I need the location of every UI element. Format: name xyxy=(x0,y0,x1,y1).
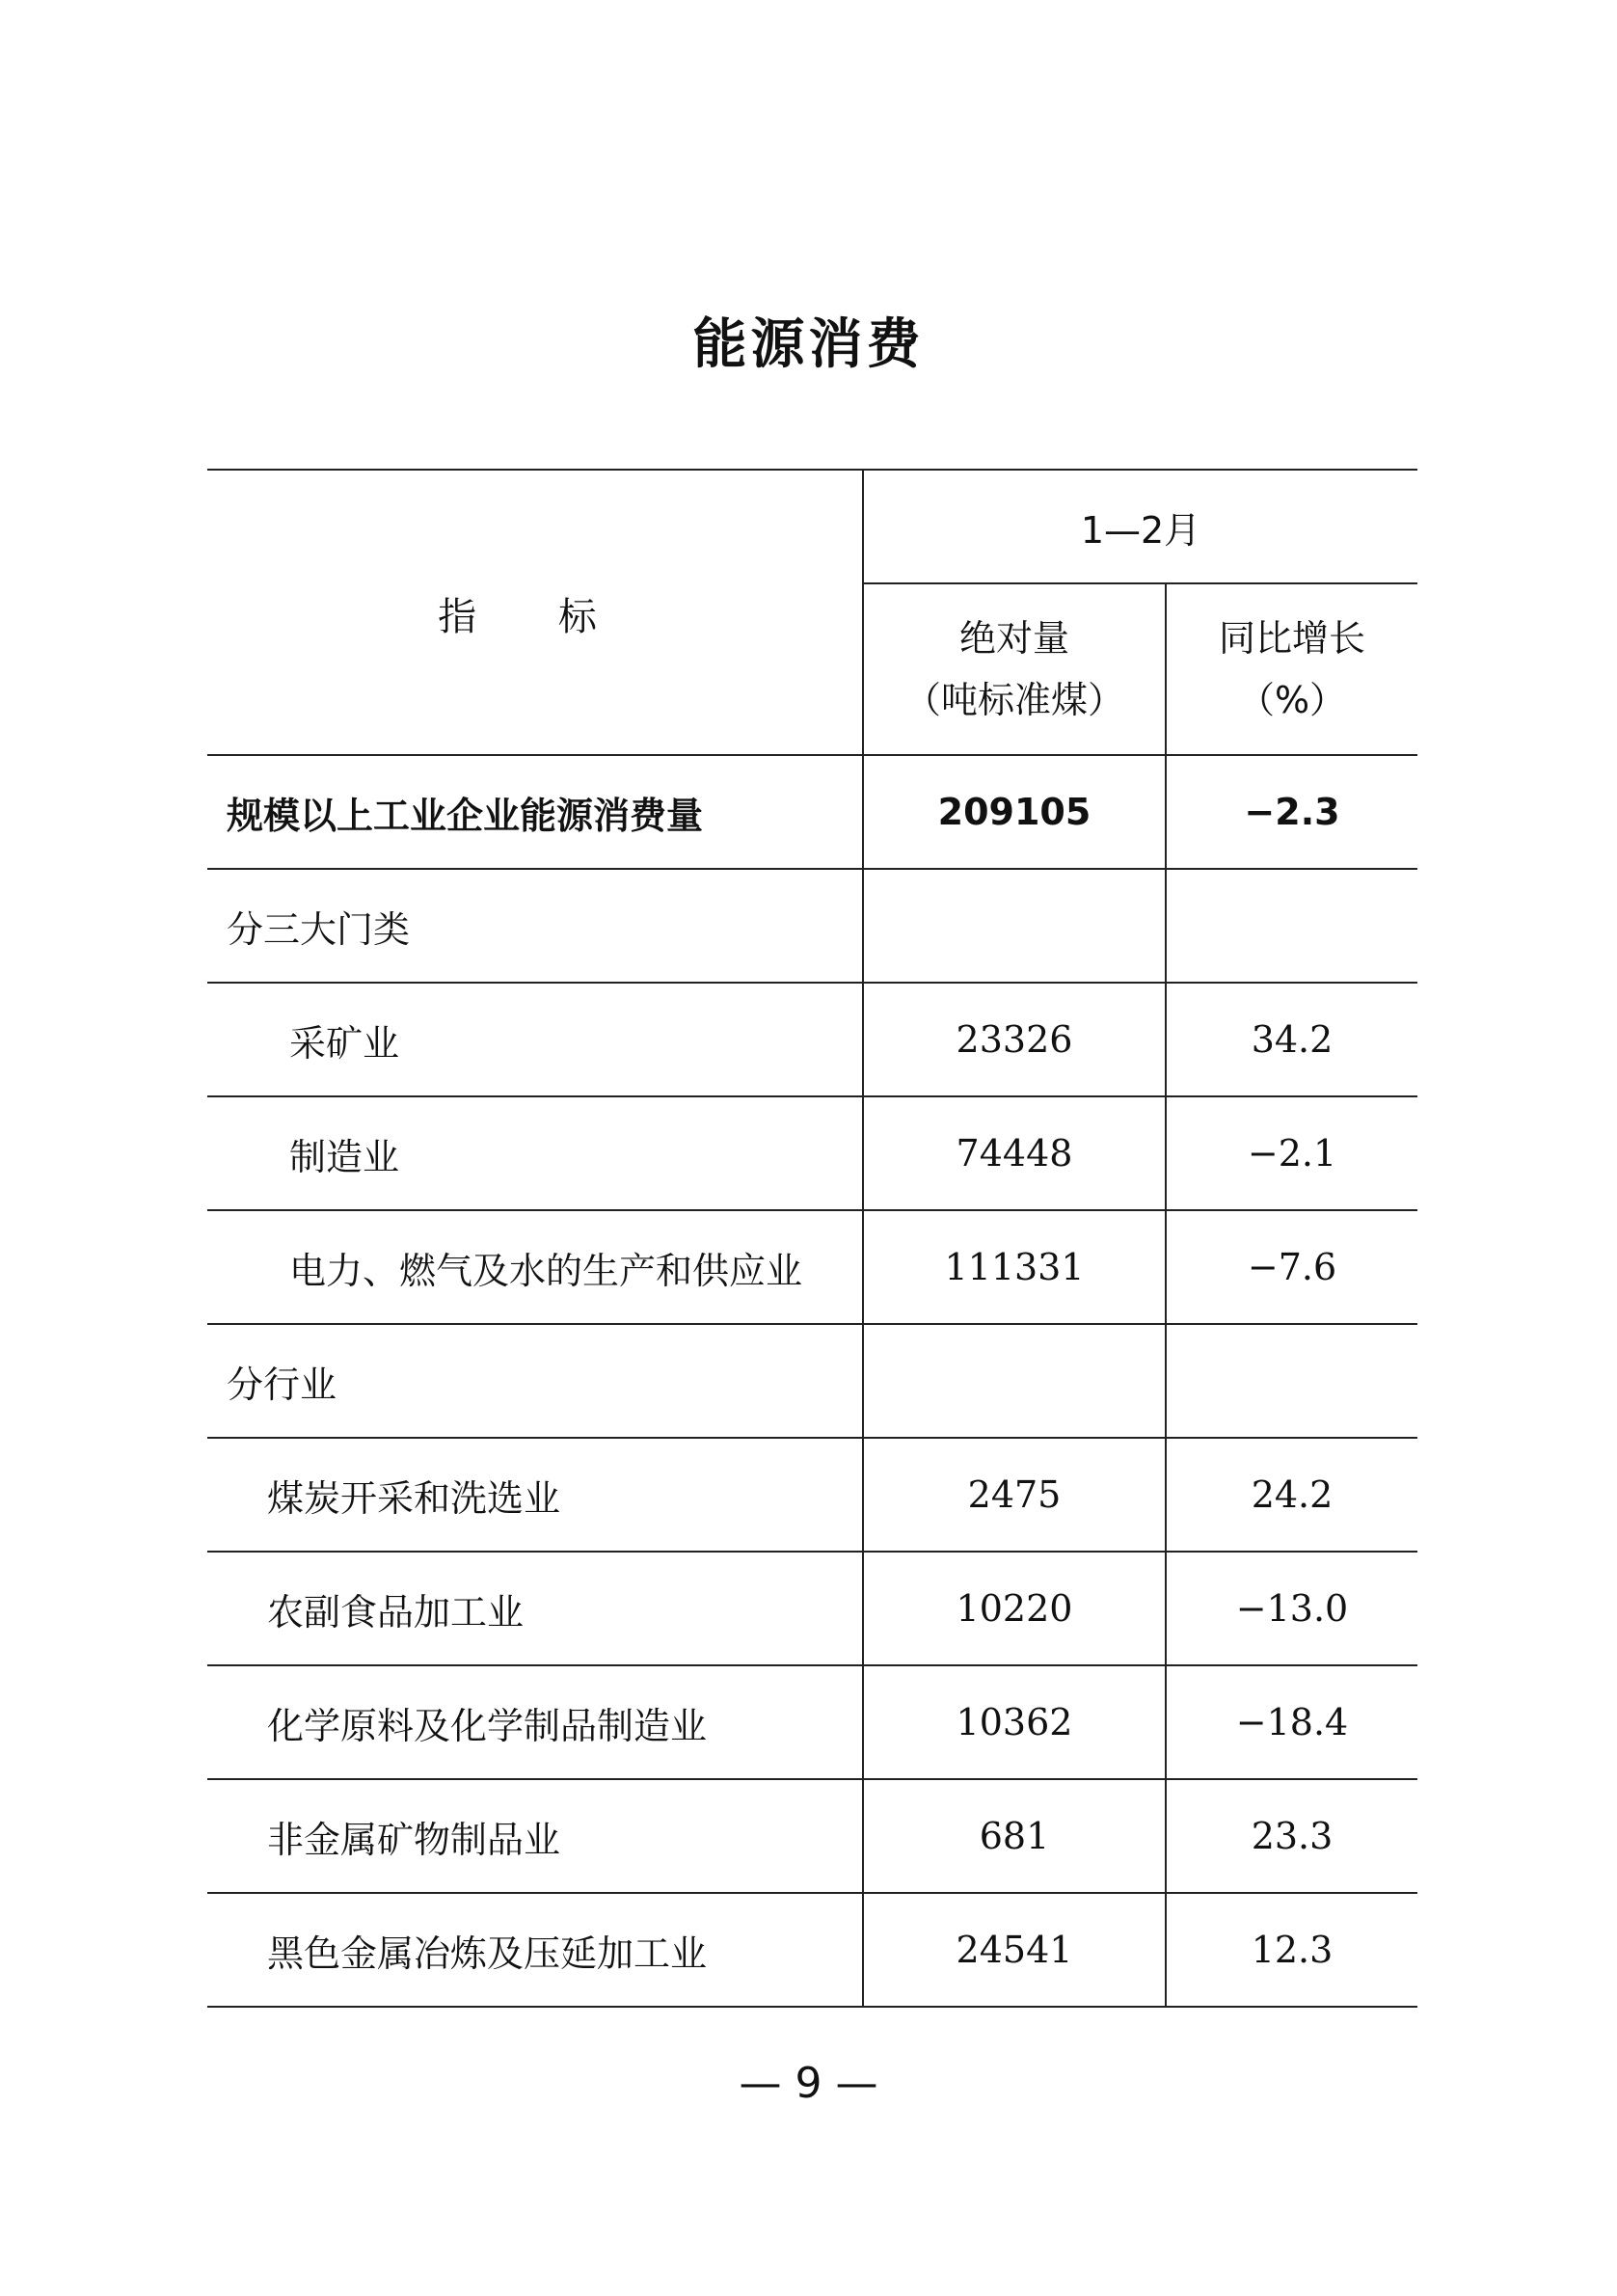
table-header-row-1 xyxy=(207,470,1417,583)
row-absolute-value xyxy=(863,1324,1166,1438)
row-absolute-value: 24541 xyxy=(863,1893,1166,2007)
row-name: 非金属矿物制品业 xyxy=(267,1818,561,1861)
indicator-header: 指 标 xyxy=(438,595,632,639)
row-yoy-growth: −13.0 xyxy=(1166,1552,1417,1665)
row-name: 电力、燃气及水的生产和供应业 xyxy=(289,1249,803,1292)
row-absolute-value: 74448 xyxy=(863,1096,1166,1210)
table-row-section xyxy=(207,869,1417,983)
table-row xyxy=(207,1665,1417,1779)
row-yoy-growth xyxy=(1166,869,1417,983)
row-yoy-growth: 24.2 xyxy=(1166,1438,1417,1552)
row-absolute-value: 10220 xyxy=(863,1552,1166,1665)
table-row xyxy=(207,1552,1417,1665)
table-row xyxy=(207,1893,1417,2007)
row-name: 分三大门类 xyxy=(227,907,411,951)
row-absolute-value: 23326 xyxy=(863,983,1166,1096)
table-row xyxy=(207,1096,1417,1210)
page-title: 能源消费 xyxy=(692,313,925,376)
row-absolute-value: 10362 xyxy=(863,1665,1166,1779)
period-header: 1—2月 xyxy=(863,470,1417,583)
yoy-growth-label: 同比增长 xyxy=(1219,617,1366,660)
row-name: 采矿业 xyxy=(289,1021,400,1065)
row-name: 规模以上工业企业能源消费量 xyxy=(227,794,704,837)
row-absolute-value: 2475 xyxy=(863,1438,1166,1552)
table-row-total xyxy=(207,755,1417,869)
table-row xyxy=(207,1210,1417,1324)
row-name: 黑色金属冶炼及压延加工业 xyxy=(267,1931,708,1975)
row-name: 煤炭开采和洗选业 xyxy=(267,1476,561,1520)
row-yoy-growth: 23.3 xyxy=(1166,1779,1417,1893)
row-absolute-value: 111331 xyxy=(863,1210,1166,1324)
row-absolute-value xyxy=(863,869,1166,983)
row-yoy-growth: 12.3 xyxy=(1166,1893,1417,2007)
table-row xyxy=(207,1438,1417,1552)
row-yoy-growth: 34.2 xyxy=(1166,983,1417,1096)
yoy-growth-unit: （%） xyxy=(1237,679,1347,721)
row-name: 化学原料及化学制品制造业 xyxy=(267,1704,708,1747)
absolute-value-unit: （吨标准煤） xyxy=(903,679,1124,721)
row-name: 分行业 xyxy=(227,1363,337,1406)
row-name: 制造业 xyxy=(289,1135,400,1178)
table-row-section xyxy=(207,1324,1417,1438)
row-absolute-value: 681 xyxy=(863,1779,1166,1893)
row-yoy-growth: −7.6 xyxy=(1166,1210,1417,1324)
energy-consumption-table xyxy=(207,469,1417,2008)
yoy-growth-header xyxy=(1166,583,1417,755)
row-absolute-value: 209105 xyxy=(863,755,1166,869)
row-yoy-growth: −18.4 xyxy=(1166,1665,1417,1779)
row-yoy-growth xyxy=(1166,1324,1417,1438)
table-row xyxy=(207,983,1417,1096)
absolute-value-header xyxy=(863,583,1166,755)
row-name: 农副食品加工业 xyxy=(267,1590,525,1634)
row-yoy-growth: −2.3 xyxy=(1166,755,1417,869)
table-row xyxy=(207,1779,1417,1893)
absolute-value-label: 绝对量 xyxy=(958,617,1069,660)
page-number: — 9 — xyxy=(739,2059,878,2108)
row-yoy-growth: −2.1 xyxy=(1166,1096,1417,1210)
